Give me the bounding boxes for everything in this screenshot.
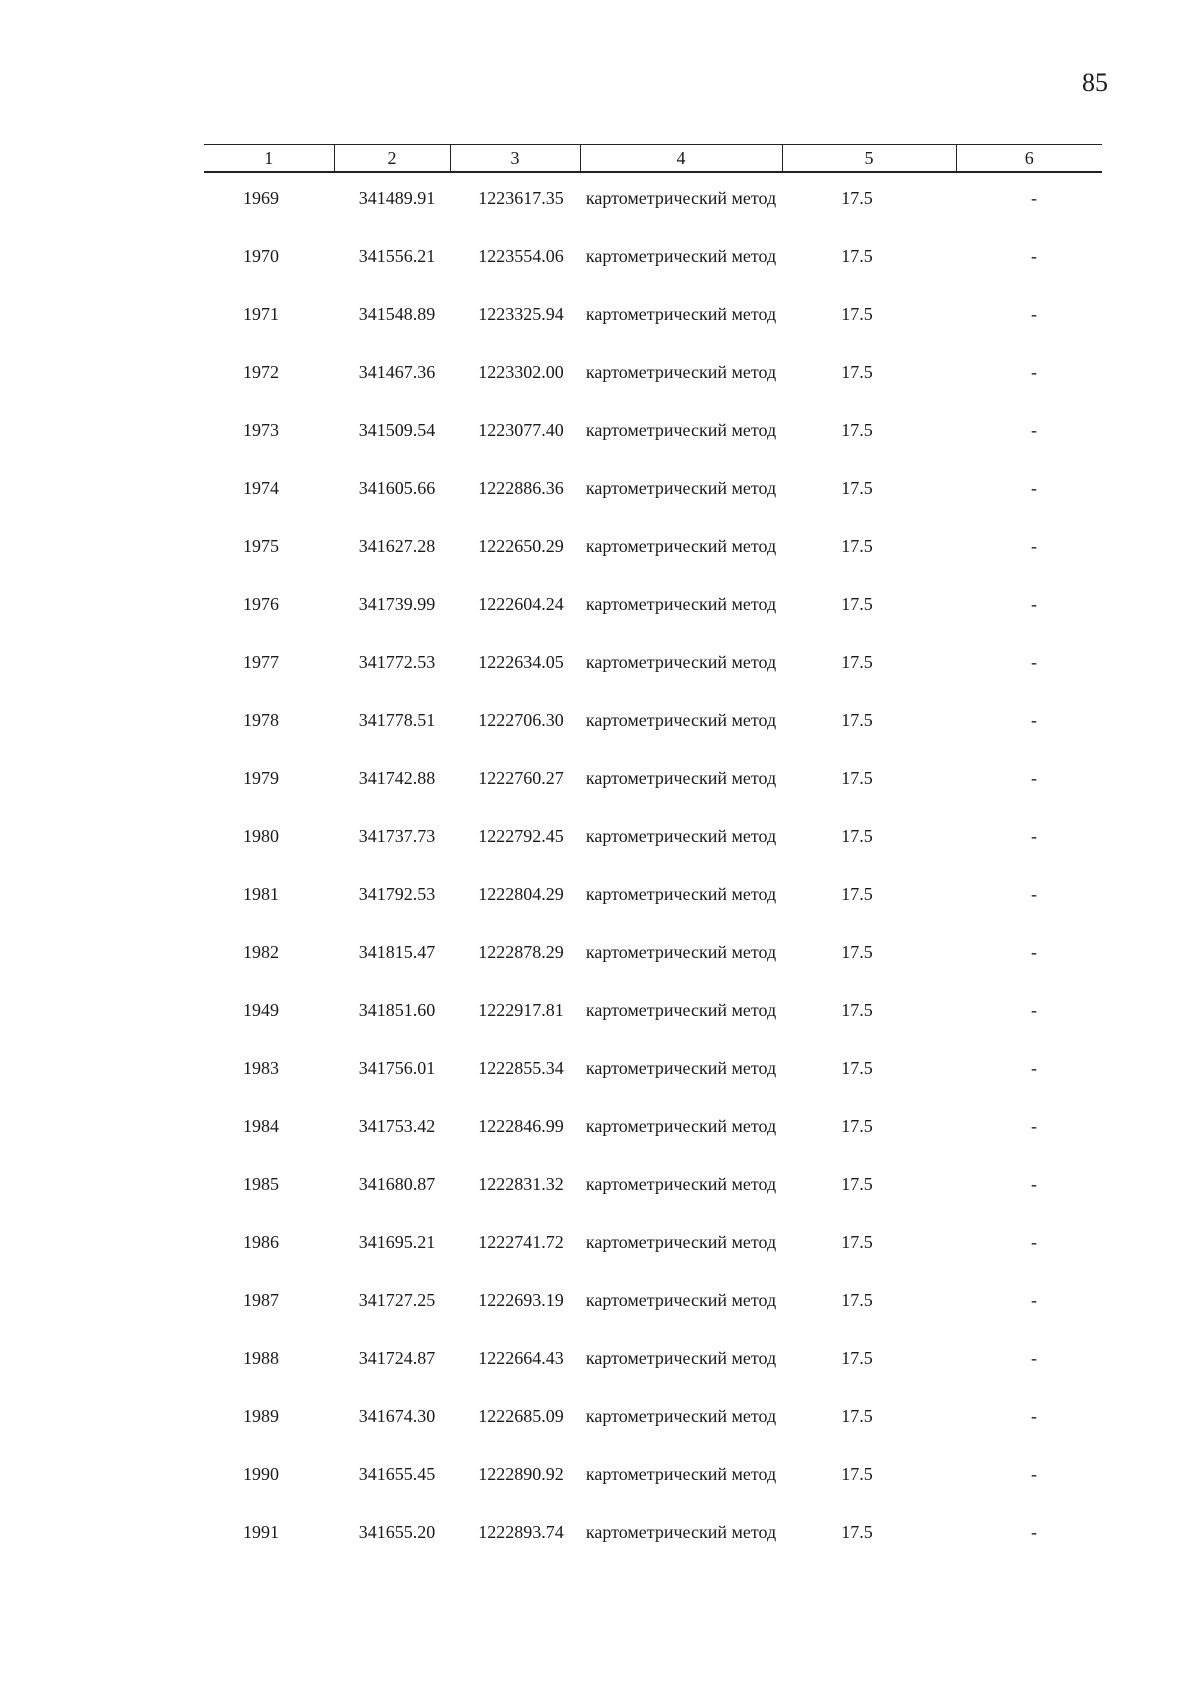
accuracy-cell: 17.5 bbox=[841, 768, 873, 788]
y-coordinate-cell: 1222890.92 bbox=[478, 1464, 564, 1484]
point-number-cell: 1971 bbox=[243, 304, 279, 324]
accuracy-cell: 17.5 bbox=[841, 710, 873, 730]
method-cell: картометрический метод bbox=[585, 652, 777, 672]
x-coordinate-cell: 341509.54 bbox=[358, 420, 436, 440]
table-row bbox=[204, 303, 1102, 361]
y-coordinate-cell: 1222886.36 bbox=[478, 478, 564, 498]
y-coordinate-cell: 1222804.29 bbox=[478, 884, 564, 904]
accuracy-cell: 17.5 bbox=[841, 1464, 873, 1484]
y-coordinate-cell: 1223325.94 bbox=[478, 304, 564, 324]
note-cell: - bbox=[1031, 710, 1037, 730]
x-coordinate-cell: 341739.99 bbox=[358, 594, 436, 614]
accuracy-cell: 17.5 bbox=[841, 1232, 873, 1252]
column-header-6: 6 bbox=[956, 145, 1102, 173]
y-coordinate-cell: 1222650.29 bbox=[478, 536, 564, 556]
accuracy-cell: 17.5 bbox=[841, 1522, 873, 1542]
x-coordinate-cell: 341695.21 bbox=[358, 1232, 436, 1252]
note-cell: - bbox=[1031, 246, 1037, 266]
method-cell: картометрический метод bbox=[585, 536, 777, 556]
y-coordinate-cell: 1222685.09 bbox=[478, 1406, 564, 1426]
table-row bbox=[204, 941, 1102, 999]
note-cell: - bbox=[1031, 942, 1037, 962]
method-cell: картометрический метод bbox=[585, 1464, 777, 1484]
note-cell: - bbox=[1031, 420, 1037, 440]
y-coordinate-cell: 1222792.45 bbox=[478, 826, 564, 846]
y-coordinate-cell: 1222855.34 bbox=[478, 1058, 564, 1078]
y-coordinate-cell: 1222893.74 bbox=[478, 1522, 564, 1542]
note-cell: - bbox=[1031, 1174, 1037, 1194]
method-cell: картометрический метод bbox=[585, 362, 777, 382]
y-coordinate-cell: 1222634.05 bbox=[478, 652, 564, 672]
x-coordinate-cell: 341742.88 bbox=[358, 768, 436, 788]
accuracy-cell: 17.5 bbox=[841, 420, 873, 440]
coordinates-table bbox=[204, 144, 1102, 1579]
method-cell: картометрический метод bbox=[585, 188, 777, 208]
x-coordinate-cell: 341556.21 bbox=[358, 246, 436, 266]
table-row bbox=[204, 535, 1102, 593]
x-coordinate-cell: 341756.01 bbox=[358, 1058, 436, 1078]
x-coordinate-cell: 341680.87 bbox=[358, 1174, 436, 1194]
y-coordinate-cell: 1222917.81 bbox=[478, 1000, 564, 1020]
x-coordinate-cell: 341655.45 bbox=[358, 1464, 436, 1484]
accuracy-cell: 17.5 bbox=[841, 594, 873, 614]
method-cell: картометрический метод bbox=[585, 478, 777, 498]
table-row bbox=[204, 651, 1102, 709]
x-coordinate-cell: 341753.42 bbox=[358, 1116, 436, 1136]
accuracy-cell: 17.5 bbox=[841, 478, 873, 498]
y-coordinate-cell: 1222693.19 bbox=[478, 1290, 564, 1310]
accuracy-cell: 17.5 bbox=[841, 942, 873, 962]
method-cell: картометрический метод bbox=[585, 1406, 777, 1426]
point-number-cell: 1983 bbox=[243, 1058, 279, 1078]
table-body bbox=[204, 172, 1102, 1579]
x-coordinate-cell: 341605.66 bbox=[358, 478, 436, 498]
method-cell: картометрический метод bbox=[585, 420, 777, 440]
table-row bbox=[204, 825, 1102, 883]
x-coordinate-cell: 341727.25 bbox=[358, 1290, 436, 1310]
point-number-cell: 1969 bbox=[243, 188, 279, 208]
note-cell: - bbox=[1031, 1116, 1037, 1136]
method-cell: картометрический метод bbox=[585, 1290, 777, 1310]
table-row bbox=[204, 1405, 1102, 1463]
note-cell: - bbox=[1031, 768, 1037, 788]
table-row bbox=[204, 593, 1102, 651]
y-coordinate-cell: 1222706.30 bbox=[478, 710, 564, 730]
note-cell: - bbox=[1031, 1000, 1037, 1020]
point-number-cell: 1987 bbox=[243, 1290, 279, 1310]
table-row bbox=[204, 245, 1102, 303]
point-number-cell: 1949 bbox=[243, 1000, 279, 1020]
method-cell: картометрический метод bbox=[585, 1232, 777, 1252]
note-cell: - bbox=[1031, 478, 1037, 498]
accuracy-cell: 17.5 bbox=[841, 1116, 873, 1136]
x-coordinate-cell: 341792.53 bbox=[358, 884, 436, 904]
note-cell: - bbox=[1031, 362, 1037, 382]
y-coordinate-cell: 1223077.40 bbox=[478, 420, 564, 440]
method-cell: картометрический метод bbox=[585, 1058, 777, 1078]
point-number-cell: 1976 bbox=[243, 594, 279, 614]
table-row bbox=[204, 361, 1102, 419]
method-cell: картометрический метод bbox=[585, 246, 777, 266]
x-coordinate-cell: 341655.20 bbox=[358, 1522, 436, 1542]
accuracy-cell: 17.5 bbox=[841, 1000, 873, 1020]
note-cell: - bbox=[1031, 1232, 1037, 1252]
accuracy-cell: 17.5 bbox=[841, 1290, 873, 1310]
method-cell: картометрический метод bbox=[585, 884, 777, 904]
note-cell: - bbox=[1031, 1522, 1037, 1542]
table-header bbox=[204, 145, 1102, 173]
y-coordinate-cell: 1222604.24 bbox=[478, 594, 564, 614]
x-coordinate-cell: 341815.47 bbox=[358, 942, 436, 962]
x-coordinate-cell: 341851.60 bbox=[358, 1000, 436, 1020]
x-coordinate-cell: 341627.28 bbox=[358, 536, 436, 556]
x-coordinate-cell: 341772.53 bbox=[358, 652, 436, 672]
x-coordinate-cell: 341724.87 bbox=[358, 1348, 436, 1368]
note-cell: - bbox=[1031, 536, 1037, 556]
note-cell: - bbox=[1031, 826, 1037, 846]
accuracy-cell: 17.5 bbox=[841, 188, 873, 208]
method-cell: картометрический метод bbox=[585, 1000, 777, 1020]
note-cell: - bbox=[1031, 1290, 1037, 1310]
accuracy-cell: 17.5 bbox=[841, 536, 873, 556]
point-number-cell: 1986 bbox=[243, 1232, 279, 1252]
accuracy-cell: 17.5 bbox=[841, 246, 873, 266]
y-coordinate-cell: 1223617.35 bbox=[478, 188, 564, 208]
note-cell: - bbox=[1031, 1464, 1037, 1484]
point-number-cell: 1989 bbox=[243, 1406, 279, 1426]
table-row bbox=[204, 709, 1102, 767]
method-cell: картометрический метод bbox=[585, 1522, 777, 1542]
table-row bbox=[204, 999, 1102, 1057]
note-cell: - bbox=[1031, 1058, 1037, 1078]
coordinates-table-container bbox=[204, 144, 1102, 1579]
point-number-cell: 1973 bbox=[243, 420, 279, 440]
method-cell: картометрический метод bbox=[585, 594, 777, 614]
page-number: 85 bbox=[1082, 68, 1108, 97]
note-cell: - bbox=[1031, 652, 1037, 672]
note-cell: - bbox=[1031, 1348, 1037, 1368]
note-cell: - bbox=[1031, 304, 1037, 324]
y-coordinate-cell: 1222831.32 bbox=[478, 1174, 564, 1194]
column-header-5: 5 bbox=[782, 145, 956, 173]
point-number-cell: 1978 bbox=[243, 710, 279, 730]
table-row bbox=[204, 1289, 1102, 1347]
accuracy-cell: 17.5 bbox=[841, 362, 873, 382]
table-row bbox=[204, 1173, 1102, 1231]
column-header-4: 4 bbox=[580, 145, 782, 173]
method-cell: картометрический метод bbox=[585, 304, 777, 324]
point-number-cell: 1991 bbox=[243, 1522, 279, 1542]
table-row bbox=[204, 419, 1102, 477]
point-number-cell: 1981 bbox=[243, 884, 279, 904]
table-row bbox=[204, 1463, 1102, 1521]
table-row bbox=[204, 1057, 1102, 1115]
accuracy-cell: 17.5 bbox=[841, 1406, 873, 1426]
point-number-cell: 1979 bbox=[243, 768, 279, 788]
x-coordinate-cell: 341674.30 bbox=[358, 1406, 436, 1426]
accuracy-cell: 17.5 bbox=[841, 884, 873, 904]
x-coordinate-cell: 341467.36 bbox=[358, 362, 436, 382]
note-cell: - bbox=[1031, 188, 1037, 208]
method-cell: картометрический метод bbox=[585, 710, 777, 730]
y-coordinate-cell: 1222878.29 bbox=[478, 942, 564, 962]
method-cell: картометрический метод bbox=[585, 826, 777, 846]
table-row bbox=[204, 1115, 1102, 1173]
table-row bbox=[204, 1347, 1102, 1405]
column-header-1: 1 bbox=[204, 145, 334, 173]
x-coordinate-cell: 341548.89 bbox=[358, 304, 436, 324]
method-cell: картометрический метод bbox=[585, 1174, 777, 1194]
table-row bbox=[204, 1231, 1102, 1289]
y-coordinate-cell: 1223302.00 bbox=[478, 362, 564, 382]
note-cell: - bbox=[1031, 1406, 1037, 1426]
point-number-cell: 1988 bbox=[243, 1348, 279, 1368]
x-coordinate-cell: 341778.51 bbox=[358, 710, 436, 730]
x-coordinate-cell: 341489.91 bbox=[358, 188, 436, 208]
table-row bbox=[204, 767, 1102, 825]
y-coordinate-cell: 1223554.06 bbox=[478, 246, 564, 266]
table-row bbox=[204, 172, 1102, 245]
point-number-cell: 1985 bbox=[243, 1174, 279, 1194]
accuracy-cell: 17.5 bbox=[841, 1348, 873, 1368]
y-coordinate-cell: 1222664.43 bbox=[478, 1348, 564, 1368]
column-header-2: 2 bbox=[334, 145, 450, 173]
note-cell: - bbox=[1031, 594, 1037, 614]
point-number-cell: 1984 bbox=[243, 1116, 279, 1136]
note-cell: - bbox=[1031, 884, 1037, 904]
method-cell: картометрический метод bbox=[585, 1348, 777, 1368]
accuracy-cell: 17.5 bbox=[841, 304, 873, 324]
y-coordinate-cell: 1222760.27 bbox=[478, 768, 564, 788]
table-row bbox=[204, 883, 1102, 941]
accuracy-cell: 17.5 bbox=[841, 1058, 873, 1078]
point-number-cell: 1990 bbox=[243, 1464, 279, 1484]
y-coordinate-cell: 1222846.99 bbox=[478, 1116, 564, 1136]
accuracy-cell: 17.5 bbox=[841, 1174, 873, 1194]
accuracy-cell: 17.5 bbox=[841, 826, 873, 846]
column-header-3: 3 bbox=[450, 145, 580, 173]
x-coordinate-cell: 341737.73 bbox=[358, 826, 436, 846]
method-cell: картометрический метод bbox=[585, 768, 777, 788]
accuracy-cell: 17.5 bbox=[841, 652, 873, 672]
point-number-cell: 1970 bbox=[243, 246, 279, 266]
point-number-cell: 1974 bbox=[243, 478, 279, 498]
method-cell: картометрический метод bbox=[585, 942, 777, 962]
header-row bbox=[204, 145, 1102, 173]
table-row bbox=[204, 477, 1102, 535]
point-number-cell: 1980 bbox=[243, 826, 279, 846]
y-coordinate-cell: 1222741.72 bbox=[478, 1232, 564, 1252]
table-row bbox=[204, 1521, 1102, 1579]
point-number-cell: 1975 bbox=[243, 536, 279, 556]
method-cell: картометрический метод bbox=[585, 1116, 777, 1136]
point-number-cell: 1982 bbox=[243, 942, 279, 962]
point-number-cell: 1977 bbox=[243, 652, 279, 672]
point-number-cell: 1972 bbox=[243, 362, 279, 382]
